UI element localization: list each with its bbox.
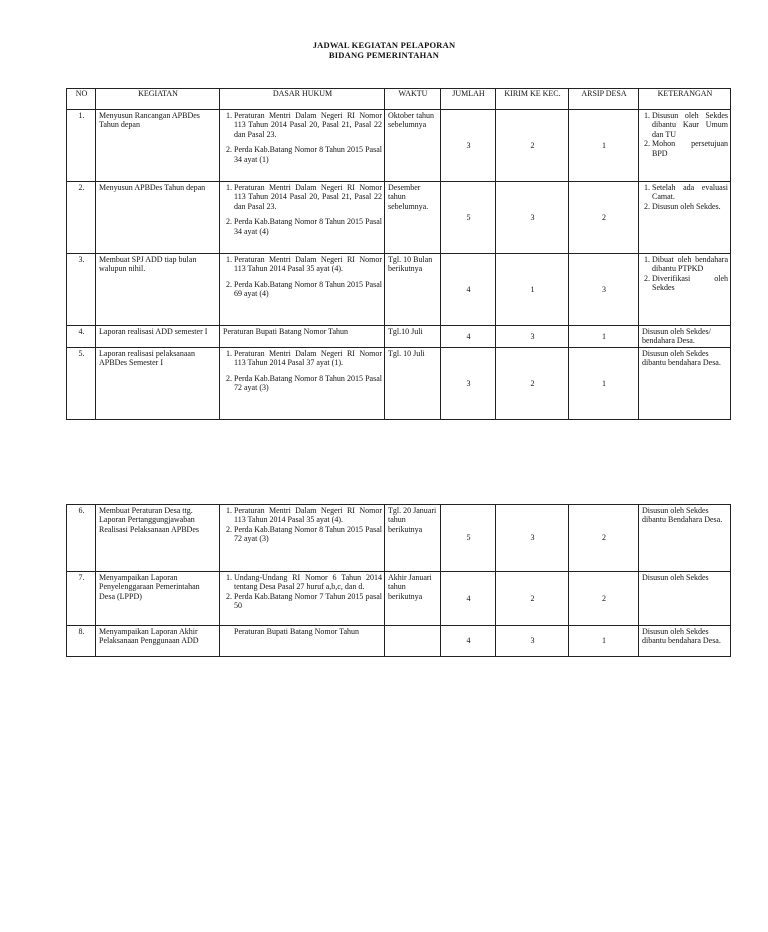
- cell-no: 5.: [67, 347, 96, 419]
- table-row: [67, 110, 731, 182]
- cell-jumlah: 3: [441, 347, 496, 419]
- cell-kegiatan: Membuat Peraturan Desa ttg. Laporan Pertanggungjawaban Realisasi Pelaksanaan APBDes: [96, 505, 220, 572]
- cell-jumlah: 5: [441, 505, 496, 572]
- cell-dasar-hukum: [220, 572, 385, 626]
- cell-keterangan: Disusun oleh Sekdes dibantu bendahara Desa.: [639, 626, 731, 657]
- cell-no: 2.: [67, 182, 96, 254]
- table-row: [67, 347, 731, 419]
- cell-kirim: 1: [496, 254, 569, 326]
- dasar-item: 1. Peraturan Mentri Dalam Negeri RI Nomor 113 Tahun 2014 Pasal 37 ayat (1).: [234, 349, 382, 368]
- cell-keterangan: Disusun oleh Sekdes dibantu bendahara Desa.: [639, 347, 731, 419]
- cell-waktu: Tgl. 20 Januari tahun berikutnya: [385, 505, 441, 572]
- cell-arsip: 1: [569, 626, 639, 657]
- cell-arsip: 2: [569, 572, 639, 626]
- dasar-item: 2. Perda Kab.Batang Nomor 8 Tahun 2015 Pasal 34 ayat (4): [234, 217, 382, 236]
- cell-dasar-hukum: [220, 347, 385, 419]
- dasar-item: 1. Peraturan Mentri Dalam Negeri RI Nomor 113 Tahun 2014 Pasal 20, Pasal 21, Pasal 22 dan Pasal 23.: [234, 111, 382, 139]
- cell-keterangan: Disusun oleh Sekdes/ bendahara Desa.: [639, 326, 731, 348]
- keterangan-item: 1. Disusun oleh Sekdes dibantu Kaur Umum dan TU: [652, 111, 728, 139]
- table-row: [67, 626, 731, 657]
- cell-waktu: Tgl. 10 Juli: [385, 347, 441, 419]
- cell-kirim: 3: [496, 182, 569, 254]
- cell-kegiatan: Menyampaikan Laporan Penyelenggaraan Pemerintahan Desa (LPPD): [96, 572, 220, 626]
- cell-jumlah: 4: [441, 326, 496, 348]
- header-no: NO: [67, 89, 96, 110]
- cell-dasar-hukum: [220, 254, 385, 326]
- cell-arsip: 2: [569, 505, 639, 572]
- header-keterangan: KETERANGAN: [639, 89, 731, 110]
- cell-arsip: 1: [569, 110, 639, 182]
- dasar-item: 1. Undang-Undang RI Nomor 6 Tahun 2014 tentang Desa Pasal 27 huruf a,b,c, dan d.: [234, 573, 382, 592]
- document-subtitle: BIDANG PEMERINTAHAN: [328, 50, 440, 60]
- cell-kirim: 2: [496, 347, 569, 419]
- dasar-item: 2. Perda Kab.Batang Nomor 8 Tahun 2015 Pasal 72 ayat (3): [234, 374, 382, 393]
- table-row: [67, 326, 731, 348]
- cell-dasar-hukum: Peraturan Bupati Batang Nomor Tahun: [220, 326, 385, 348]
- cell-no: 8.: [67, 626, 96, 657]
- header-waktu: WAKTU: [385, 89, 441, 110]
- cell-waktu: Tgl. 10 Bulan berikutnya: [385, 254, 441, 326]
- dasar-item: 2. Perda Kab.Batang Nomor 8 Tahun 2015 Pasal 72 ayat (3): [234, 525, 382, 544]
- table-header-row: [67, 89, 731, 110]
- cell-kirim: 2: [496, 110, 569, 182]
- cell-kirim: 3: [496, 626, 569, 657]
- header-arsip-desa: ARSIP DESA: [569, 89, 639, 110]
- table-row: [67, 182, 731, 254]
- cell-kirim: 2: [496, 572, 569, 626]
- keterangan-item: 2. Disusun oleh Sekdes.: [652, 202, 728, 211]
- cell-jumlah: 3: [441, 110, 496, 182]
- cell-no: 7.: [67, 572, 96, 626]
- cell-waktu: Oktober tahun sebelumnya: [385, 110, 441, 182]
- cell-jumlah: 4: [441, 626, 496, 657]
- keterangan-item: 2. Mohon persetujuan BPD: [652, 139, 728, 158]
- cell-dasar-hukum: [220, 110, 385, 182]
- dasar-item: 1. Peraturan Mentri Dalam Negeri RI Nomor 113 Tahun 2014 Pasal 35 ayat (4).: [234, 255, 382, 274]
- cell-dasar-hukum: [220, 505, 385, 572]
- header-kirim-ke-kec: KIRIM KE KEC.: [496, 89, 569, 110]
- schedule-table-part-2: [66, 504, 731, 657]
- dasar-item: 1. Peraturan Mentri Dalam Negeri RI Nomor 113 Tahun 2014 Pasal 35 ayat (4).: [234, 506, 382, 525]
- cell-keterangan: [639, 110, 731, 182]
- cell-kirim: 3: [496, 326, 569, 348]
- cell-arsip: 1: [569, 347, 639, 419]
- cell-waktu: Desember tahun sebelumnya.: [385, 182, 441, 254]
- dasar-item: 2. Perda Kab.Batang Nomor 8 Tahun 2015 Pasal 34 ayat (1): [234, 145, 382, 164]
- cell-keterangan: [639, 182, 731, 254]
- cell-kegiatan: Menyusun APBDes Tahun depan: [96, 182, 220, 254]
- cell-kirim: 3: [496, 505, 569, 572]
- cell-kegiatan: Laporan realisasi pelaksanaan APBDes Semester I: [96, 347, 220, 419]
- cell-no: 3.: [67, 254, 96, 326]
- cell-kegiatan: Menyusun Rancangan APBDes Tahun depan: [96, 110, 220, 182]
- cell-jumlah: 4: [441, 254, 496, 326]
- document-title: JADWAL KEGIATAN PELAPORAN: [312, 40, 456, 50]
- cell-waktu: Tgl.10 Juli: [385, 326, 441, 348]
- keterangan-item: 2. Diverifikasi oleh Sekdes: [652, 274, 728, 293]
- cell-arsip: 2: [569, 182, 639, 254]
- cell-arsip: 1: [569, 326, 639, 348]
- cell-kegiatan: Laporan realisasi ADD semester I: [96, 326, 220, 348]
- keterangan-item: 1. Dibuat oleh bendahara dibantu PTPKD: [652, 255, 728, 274]
- cell-jumlah: 4: [441, 572, 496, 626]
- cell-no: 4.: [67, 326, 96, 348]
- cell-kegiatan: Menyampaikan Laporan Akhir Pelaksanaan Penggunaan ADD: [96, 626, 220, 657]
- cell-no: 1.: [67, 110, 96, 182]
- dasar-item: 2. Perda Kab.Batang Nomor 8 Tahun 2015 Pasal 69 ayat (4): [234, 280, 382, 299]
- dasar-item: 2. Perda Kab.Batang Nomor 7 Tahun 2015 pasal 50: [234, 592, 382, 611]
- table-row: [67, 254, 731, 326]
- cell-waktu: [385, 626, 441, 657]
- cell-waktu: Akhir Januari tahun berikutnya: [385, 572, 441, 626]
- cell-keterangan: [639, 254, 731, 326]
- cell-dasar-hukum: Peraturan Bupati Batang Nomor Tahun: [220, 626, 385, 657]
- cell-arsip: 3: [569, 254, 639, 326]
- cell-keterangan: Disusun oleh Sekdes: [639, 572, 731, 626]
- cell-no: 6.: [67, 505, 96, 572]
- keterangan-item: 1. Setelah ada evaluasi Camat.: [652, 183, 728, 202]
- cell-dasar-hukum: [220, 182, 385, 254]
- cell-kegiatan: Membuat SPJ ADD tiap bulan walupun nihil.: [96, 254, 220, 326]
- cell-keterangan: Disusun oleh Sekdes dibantu Bendahara Desa.: [639, 505, 731, 572]
- schedule-table-part-1: [66, 88, 731, 420]
- header-kegiatan: KEGIATAN: [96, 89, 220, 110]
- header-jumlah: JUMLAH: [441, 89, 496, 110]
- cell-jumlah: 5: [441, 182, 496, 254]
- dasar-item: 1. Peraturan Mentri Dalam Negeri RI Nomor 113 Tahun 2014 Pasal 20, Pasal 21, Pasal 22 dan Pasal 23.: [234, 183, 382, 211]
- header-dasar-hukum: DASAR HUKUM: [220, 89, 385, 110]
- table-row: [67, 505, 731, 572]
- table-row: [67, 572, 731, 626]
